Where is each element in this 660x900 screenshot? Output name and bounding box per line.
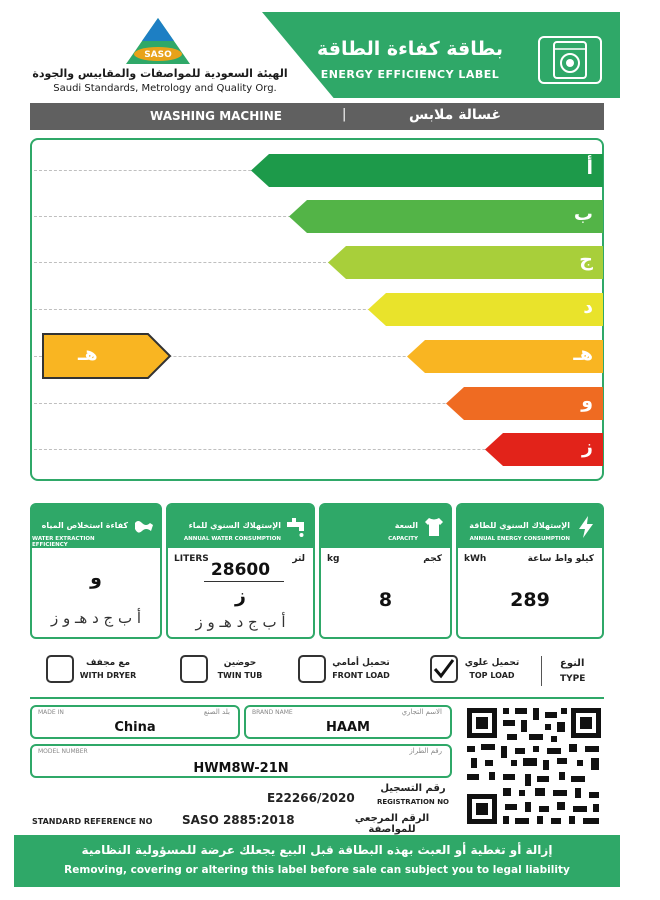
- warning-text-ar: إزالة أو تغطية أو العبث بهذه البطاقة قبل البيع يجعلك عرضة للمسؤولية النظامية: [81, 843, 553, 857]
- class-letter: ج: [579, 249, 593, 271]
- water-title-en: ANNUAL WATER CONSUMPTION: [183, 536, 281, 542]
- capacity-unit-en: kg: [327, 554, 340, 564]
- water-scale-letters: أ ب ج د هـ و ز: [195, 613, 286, 631]
- section-divider: [30, 697, 604, 699]
- scale-arrow-c: [328, 246, 603, 279]
- type-label-ar: النوع: [560, 658, 585, 669]
- extraction-scale-letters: أ ب ج د هـ و ز: [50, 609, 142, 627]
- capacity-header: [321, 505, 450, 548]
- scale-arrow-b: [289, 200, 603, 233]
- top-load-label-en: TOP LOAD: [469, 671, 515, 680]
- scale-arrow-d: [368, 293, 603, 326]
- standard-value: SASO 2885:2018: [182, 813, 295, 827]
- twin-tub-label-ar: حوضين: [223, 658, 257, 668]
- extraction-title-en: WATER EXTRACTION EFFICIENCY: [32, 536, 95, 548]
- front-load-label-en: FRONT LOAD: [332, 671, 390, 680]
- capacity-title-ar: السعة: [394, 521, 418, 530]
- water-title-ar: الإستهلاك السنوي للماء: [188, 521, 281, 530]
- registration-label-en: REGISTRATION NO: [376, 798, 450, 806]
- capacity-title-en: CAPACITY: [388, 536, 418, 542]
- brand-label-en: BRAND NAME: [252, 709, 293, 716]
- warning-text-en: Removing, covering or altering this label before sale can subject you to legal liability: [64, 864, 570, 876]
- water-box: [166, 503, 315, 639]
- top-load-checkbox[interactable]: [430, 655, 458, 683]
- saso-logo: [118, 14, 198, 74]
- capacity-box: [319, 503, 452, 639]
- water-underline: [204, 581, 284, 582]
- rating-shape: [43, 334, 170, 378]
- with-dryer-label-ar: مع مجفف: [85, 658, 131, 668]
- water-unit-en: LITERS: [174, 554, 209, 564]
- standard-label-ar: الرقم المرجعي للمواصفة: [354, 813, 430, 835]
- model-label-en: MODEL NUMBER: [38, 748, 88, 755]
- arrow-shape: [368, 293, 603, 326]
- with-dryer-checkbox[interactable]: [46, 655, 74, 683]
- wring-icon: [132, 515, 156, 539]
- origin-label-ar: بلد الصنع: [203, 708, 230, 716]
- label-title-ar: بطاقة كفاءة الطاقة: [316, 38, 503, 60]
- water-grade: ز: [235, 585, 246, 607]
- with-dryer-label-en: WITH DRYER: [79, 671, 137, 680]
- capacity-unit-ar: كجم: [423, 554, 442, 564]
- arrow-shape: [328, 246, 603, 279]
- energy-box: [456, 503, 604, 639]
- energy-title-ar: الإستهلاك السنوي للطاقة: [469, 521, 570, 530]
- scale-arrow-a: [251, 154, 603, 187]
- brand-value: HAAM: [326, 720, 370, 735]
- model-field: [30, 744, 452, 778]
- rating-indicator: [42, 333, 172, 379]
- brand-label-ar: الاسم التجاري: [401, 708, 442, 716]
- front-load-label-ar: تحميل أمامي: [332, 658, 390, 668]
- registration-label-ar: رقم التسجيل: [380, 783, 446, 794]
- registration-value: E22266/2020: [267, 791, 355, 805]
- twin-tub-label-en: TWIN TUB: [217, 671, 263, 680]
- energy-unit-ar: كيلو واط ساعة: [527, 554, 594, 564]
- twin-tub-checkbox[interactable]: [180, 655, 208, 683]
- org-name-ar: الهيئة السعودية للمواصفات والمقاييس والجودة: [32, 67, 288, 80]
- energy-value: 289: [510, 589, 550, 611]
- class-letter: ز: [582, 436, 593, 458]
- water-header: [168, 505, 313, 548]
- logo-text: SASO: [144, 50, 172, 60]
- extraction-box: [30, 503, 162, 639]
- front-load-checkbox[interactable]: [298, 655, 326, 683]
- origin-label-en: MADE IN: [38, 709, 64, 716]
- water-unit-ar: لتر: [292, 554, 305, 564]
- extraction-grade: و: [90, 567, 102, 589]
- standard-label-en: STANDARD REFERENCE NO: [32, 817, 153, 826]
- energy-header: [458, 505, 602, 548]
- scale-arrow-f: [446, 387, 603, 420]
- class-letter: أ: [586, 157, 593, 179]
- extraction-header: [32, 505, 160, 548]
- type-label-en: TYPE: [560, 674, 586, 684]
- origin-field: [30, 705, 240, 739]
- energy-title-en: ANNUAL ENERGY CONSUMPTION: [469, 536, 570, 542]
- product-name-en: WASHING MACHINE: [150, 109, 282, 123]
- faucet-icon: [285, 515, 309, 539]
- lightning-icon: [574, 515, 598, 539]
- product-separator: |: [342, 107, 347, 122]
- product-bar: [30, 103, 604, 130]
- legal-warning-footer: [14, 835, 620, 887]
- class-letter: و: [581, 390, 593, 412]
- checkmark-icon: [432, 657, 456, 681]
- brand-field: [244, 705, 452, 739]
- qr-code: [463, 704, 605, 828]
- product-name-ar: غسالة ملابس: [408, 107, 502, 123]
- arrow-shape: [446, 387, 603, 420]
- scale-arrow-e: [407, 340, 603, 373]
- class-letter: هـ: [573, 343, 593, 365]
- arrow-shape: [251, 154, 603, 187]
- model-value: HWM8W-21N: [193, 761, 289, 776]
- class-letter: د: [583, 296, 593, 318]
- rating-letter: هـ: [78, 343, 98, 365]
- extraction-title-ar: كفاءة استخلاص المياه: [41, 521, 128, 530]
- class-letter: ب: [573, 203, 593, 225]
- type-divider: [541, 656, 542, 686]
- washing-machine-icon: [538, 36, 602, 84]
- scale-arrow-g: [485, 433, 603, 466]
- energy-unit-en: kWh: [464, 554, 487, 564]
- shirt-icon: [422, 515, 446, 539]
- capacity-value: 8: [378, 589, 393, 611]
- org-name-en: Saudi Standards, Metrology and Quality Org.: [53, 83, 277, 94]
- origin-value: China: [114, 720, 156, 735]
- arrow-shape: [289, 200, 603, 233]
- top-load-label-ar: تحميل علوي: [464, 658, 520, 668]
- water-value: 28600: [210, 560, 271, 580]
- label-title-en: ENERGY EFFICIENCY LABEL: [320, 68, 500, 81]
- model-label-ar: رقم الطراز: [409, 747, 442, 755]
